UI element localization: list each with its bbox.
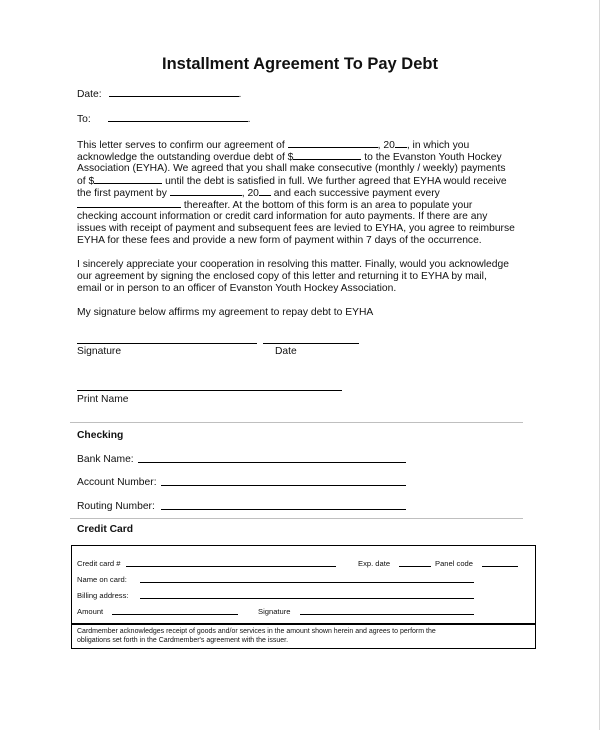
- to-label: To:: [77, 114, 91, 125]
- first-payment-date-field[interactable]: [170, 187, 242, 196]
- para2-line2: our agreement by signing the enclosed copy of this letter and returning it to EYHA by mail,: [77, 271, 487, 282]
- bank-name-label: Bank Name:: [77, 454, 134, 465]
- name-on-card-label: Name on card:: [77, 575, 127, 584]
- payment-amount-field[interactable]: [94, 175, 162, 184]
- para2-line1: I sincerely appreciate your cooperation in resolving this matter. Finally, would you acknowledge: [77, 259, 509, 270]
- exp-date-label: Exp. date: [358, 559, 391, 568]
- para1-line2: acknowledge the outstanding overdue debt of $ to the Evanston Youth Hockey: [77, 152, 502, 163]
- billing-address-field[interactable]: [140, 598, 474, 599]
- para1-line8: issues with receipt of payment and subsequent fees are levied to EYHA, you agree to reimburse: [77, 223, 515, 234]
- card-number-label: Credit card #: [77, 559, 121, 568]
- credit-card-box: [71, 545, 536, 624]
- para1-line1: This letter serves to confirm our agreement of , 20 , in which you: [77, 140, 470, 151]
- para1-line5: the first payment by , 20 and each successive payment every: [77, 188, 440, 199]
- name-on-card-field[interactable]: [140, 582, 474, 583]
- date-label: Date:: [77, 89, 102, 100]
- credit-card-heading: Credit Card: [77, 524, 134, 535]
- agreement-date-field[interactable]: [288, 139, 378, 148]
- checking-heading: Checking: [77, 430, 124, 441]
- account-number-label: Account Number:: [77, 477, 157, 488]
- para1-line4: of $ until the debt is satisfied in full. We further agreed that EYHA would receive: [77, 176, 507, 187]
- agreement-year-field[interactable]: [395, 139, 407, 148]
- card-signature-label: Signature: [258, 607, 291, 616]
- payment-interval-field[interactable]: [77, 199, 181, 208]
- signature-date-line[interactable]: [263, 343, 359, 344]
- to-line: [77, 113, 251, 125]
- routing-number-label: Routing Number:: [77, 501, 155, 512]
- para1-line7: checking account information or credit card information for auto payments. If there are any: [77, 211, 488, 222]
- debt-amount-field[interactable]: [293, 151, 361, 160]
- account-number-field[interactable]: [161, 485, 406, 486]
- signature-line[interactable]: [77, 343, 257, 344]
- first-payment-year-field[interactable]: [259, 187, 271, 196]
- credit-card-divider: [70, 518, 523, 519]
- document-title: Installment Agreement To Pay Debt: [162, 55, 438, 73]
- para1-line3: Association (EYHA). We agreed that you shall make consecutive (monthly / weekly) payments: [77, 163, 506, 174]
- para1-line6: thereafter. At the bottom of this form is an area to populate your: [77, 199, 472, 211]
- para1-line9: EYHA for these fees and provide a new form of payment within 7 days of the occurrence.: [77, 235, 482, 246]
- disclaimer-line2: obligations set forth in the Cardmember's agreement with the issuer.: [77, 637, 289, 644]
- date-line: [77, 88, 241, 100]
- card-signature-field[interactable]: [300, 614, 474, 615]
- print-name-label: Print Name: [77, 394, 129, 405]
- exp-date-field[interactable]: [399, 566, 431, 567]
- date-field[interactable]: [109, 88, 239, 97]
- amount-label: Amount: [77, 607, 104, 616]
- bank-name-field[interactable]: [138, 462, 406, 463]
- amount-field[interactable]: [112, 614, 238, 615]
- disclaimer-line1: Cardmember acknowledges receipt of goods and/or services in the amount shown herein and agrees to perform the: [77, 628, 436, 635]
- signature-label: Signature: [77, 346, 122, 357]
- date-period: .: [238, 89, 242, 100]
- affirm-statement: My signature below affirms my agreement to repay debt to EYHA: [77, 307, 374, 318]
- print-name-line[interactable]: [77, 390, 342, 391]
- to-period: .: [247, 114, 251, 125]
- to-field[interactable]: [108, 113, 248, 122]
- signature-date-label: Date: [275, 346, 297, 357]
- panel-code-field[interactable]: [482, 566, 518, 567]
- para2-line3: email or in person to an officer of Evanston Youth Hockey Association.: [77, 283, 397, 294]
- panel-code-label: Panel code: [435, 559, 473, 568]
- checking-divider: [70, 422, 523, 423]
- billing-address-label: Billing address:: [77, 591, 129, 600]
- card-number-field[interactable]: [126, 566, 336, 567]
- routing-number-field[interactable]: [161, 509, 406, 510]
